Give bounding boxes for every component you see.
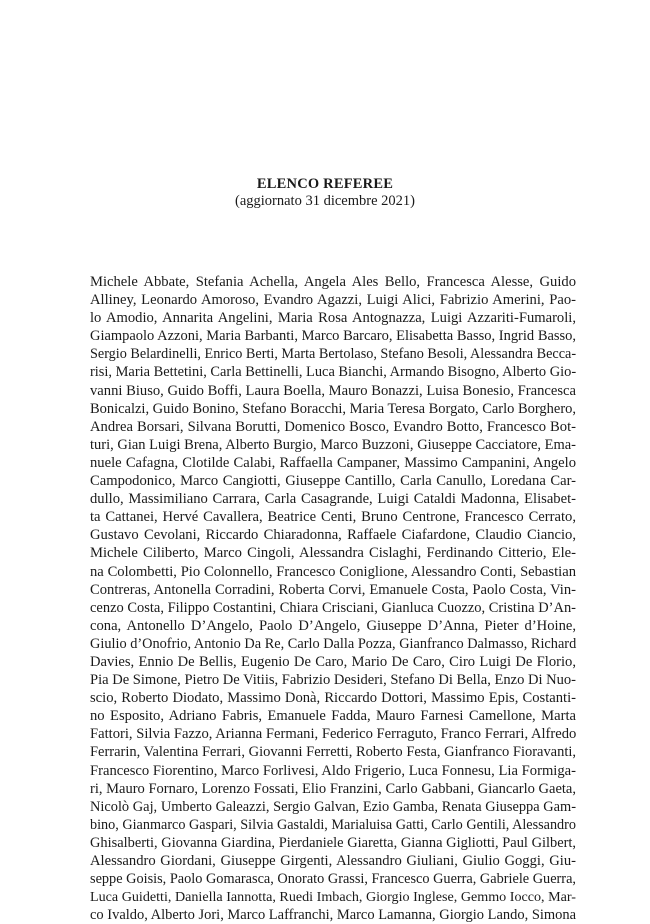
text-line: seppe Goisis, Paolo Gomarasca, Onorato Grassi, Francesco Guerra, Gabriele Guerra, [90, 871, 576, 888]
text-line: Pia De Simone, Pietro De Vitiis, Fabrizio Desideri, Stefano Di Bella, Enzo Di Nuo- [90, 672, 576, 689]
text-line: bino, Gianmarco Gaspari, Silvia Gastaldi, Marialuisa Gatti, Carlo Gentili, Alessandro [90, 816, 576, 833]
text-line: Sergio Belardinelli, Enrico Berti, Marta Bertolaso, Stefano Besoli, Alessandra Becca- [90, 346, 577, 363]
text-line: lo Amodio, Annarita Angelini, Maria Rosa Antognazza, Luigi Azzariti-Fumaroli, [90, 310, 576, 327]
referee-list [90, 273, 576, 924]
text-line: cona, Antonello D’Angelo, Paolo D’Angelo, Giuseppe D’Anna, Pieter d’Hoine, [90, 617, 576, 634]
text-line: Alliney, Leonardo Amoroso, Evandro Agazzi, Luigi Alici, Fabrizio Amerini, Pao- [90, 292, 576, 309]
text-line: Ferrarin, Valentina Ferrari, Giovanni Ferretti, Roberto Festa, Gianfranco Fioravanti, [90, 744, 576, 761]
page-title: ELENCO REFEREE [256, 176, 394, 192]
text-line: Giulio d’Onofrio, Antonio Da Re, Carlo Dalla Pozza, Gianfranco Dalmasso, Richard [90, 635, 577, 652]
page-subtitle: (aggiornato 31 dicembre 2021) [235, 193, 415, 209]
text-line: Bonicalzi, Guido Bonino, Stefano Boracchi, Maria Teresa Borgato, Carlo Borghero, [90, 400, 576, 417]
text-line: Contreras, Antonella Corradini, Roberta Corvi, Emanuele Costa, Paolo Costa, Vin- [90, 581, 576, 598]
text-line: co Ivaldo, Alberto Jori, Marco Laffranchi, Marco Lamanna, Giorgio Lando, Simona [90, 907, 577, 924]
text-line: ta Cattanei, Hervé Cavallera, Beatrice Centi, Bruno Centrone, Francesco Cerrato, [90, 509, 576, 526]
text-line: Andrea Borsari, Silvana Borutti, Domenico Bosco, Evandro Botto, Francesco Bot- [90, 418, 576, 435]
text-line: Campodonico, Marco Cangiotti, Giuseppe Cantillo, Carla Canullo, Loredana Car- [90, 473, 576, 490]
text-line: na Colombetti, Pio Colonnello, Francesco Coniglione, Alessandro Conti, Sebastian [90, 563, 576, 580]
text-line: nuele Cafagna, Clotilde Calabi, Raffaella Campaner, Massimo Campanini, Angelo [90, 454, 576, 471]
text-line: Luca Guidetti, Daniella Iannotta, Ruedi Imbach, Giorgio Inglese, Gemmo Iocco, Mar- [90, 889, 576, 906]
text-line: Ghisalberti, Giovanna Giardina, Pierdaniele Giaretta, Gianna Gigliotti, Paul Gilbert, [90, 834, 576, 851]
text-line: Nicolò Gaj, Umberto Galeazzi, Sergio Galvan, Ezio Gamba, Renata Giuseppa Gam- [90, 798, 576, 815]
text-line: Giampaolo Azzoni, Maria Barbanti, Marco Barcaro, Elisabetta Basso, Ingrid Basso, [90, 328, 576, 345]
text-line: turi, Gian Luigi Brena, Alberto Burgio, Marco Buzzoni, Giuseppe Cacciatore, Ema- [90, 436, 576, 453]
text-line: Francesco Fiorentino, Marco Forlivesi, Aldo Frigerio, Luca Fonnesu, Lia Formiga- [90, 762, 576, 779]
text-line: Michele Ciliberto, Marco Cingoli, Alessandra Cislaghi, Ferdinando Citterio, Ele- [90, 545, 576, 562]
text-line: vanni Biuso, Guido Boffi, Laura Boella, Mauro Bonazzi, Luisa Bonesio, Francesca [90, 382, 576, 399]
text-line: Davies, Ennio De Bellis, Eugenio De Caro, Mario De Caro, Ciro Luigi De Florio, [90, 653, 576, 670]
text-line: Fattori, Silvia Fazzo, Arianna Fermani, Federico Ferraguto, Franco Ferrari, Alfredo [90, 726, 577, 743]
text-line: Alessandro Giordani, Giuseppe Girgenti, Alessandro Giuliani, Giulio Goggi, Giu- [90, 853, 576, 869]
text-line: risi, Maria Bettetini, Carla Bettinelli, Luca Bianchi, Armando Bisogno, Alberto Gio- [90, 364, 577, 381]
text-line: dullo, Massimiliano Carrara, Carla Casagrande, Luigi Cataldi Madonna, Elisabet- [90, 491, 576, 508]
text-line: Michele Abbate, Stefania Achella, Angela Ales Bello, Francesca Alesse, Guido [90, 274, 576, 290]
text-line: Gustavo Cevolani, Riccardo Chiaradonna, Raffaele Ciafardone, Claudio Ciancio, [90, 527, 576, 544]
text-line: scio, Roberto Diodato, Massimo Donà, Riccardo Dottori, Massimo Epis, Costanti- [90, 690, 576, 707]
text-line: cenzo Costa, Filippo Costantini, Chiara Crisciani, Gianluca Cuozzo, Cristina D’An- [90, 599, 576, 616]
text-line: no Esposito, Adriano Fabris, Emanuele Fadda, Mauro Farnesi Camellone, Marta [90, 708, 576, 725]
text-line: ri, Mauro Fornaro, Lorenzo Fossati, Elio Franzini, Carlo Gabbani, Giancarlo Gaeta, [90, 780, 576, 797]
